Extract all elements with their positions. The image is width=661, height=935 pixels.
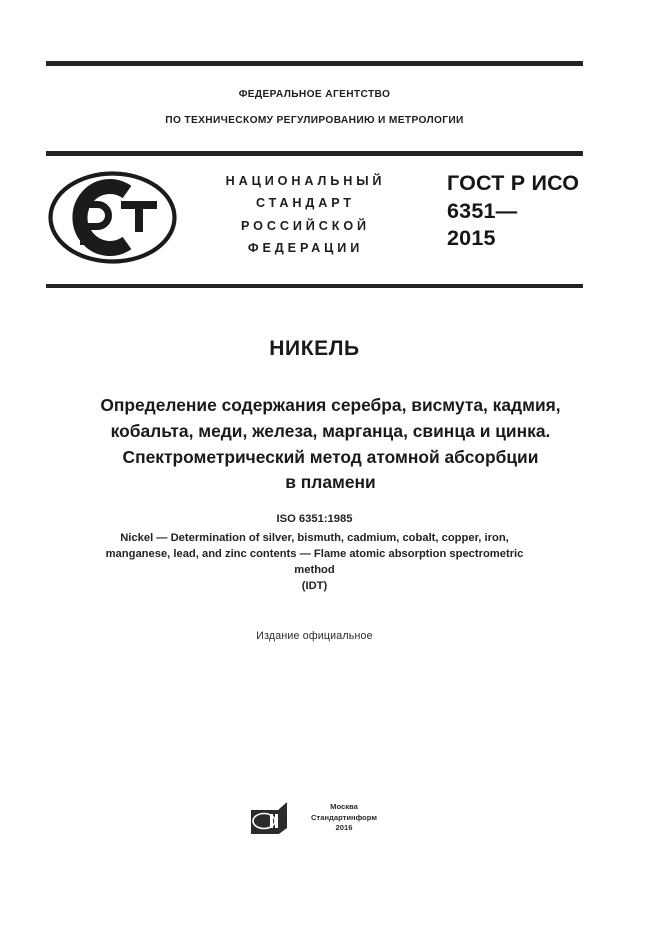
standard-designation-line1: ГОСТ Р ИСО [447, 171, 580, 195]
document-subtitle-line1: Определение содержания серебра, висмута, кадмия, [100, 395, 561, 415]
national-standard-line1: НАЦИОНАЛЬНЫЙ [225, 174, 386, 188]
agency-name-line1: ФЕДЕРАЛЬНОЕ АГЕНТСТВО [238, 89, 391, 100]
iso-equivalence-degree: (IDT) [301, 579, 328, 592]
iso-english-title-line3: method [294, 564, 335, 577]
iso-reference-block [46, 513, 583, 592]
iso-english-title-line1: Nickel — Determination of silver, bismuth, cadmium, cobalt, copper, iron, [120, 532, 509, 544]
iso-english-title-line2: manganese, lead, and zinc contents — Flame atomic absorption spectrometric [105, 548, 524, 561]
standard-designation-line3: 2015 [447, 226, 496, 250]
official-edition-note: Издание официальное [256, 630, 373, 642]
divider-top [46, 61, 583, 66]
publisher-city: Москва [330, 802, 358, 811]
national-standard-line4: ФЕДЕРАЦИИ [247, 240, 364, 255]
document-subtitle-line3: Спектрометрический метод атомной абсорбции [122, 446, 539, 467]
publisher-imprint [243, 799, 393, 845]
standard-designation [447, 170, 607, 253]
national-standard-line3: РОССИЙСКОЙ [241, 218, 370, 233]
document-subtitle-line4: в пламени [285, 472, 376, 493]
iso-english-title [46, 530, 583, 579]
publisher-year: 2016 [335, 823, 353, 833]
agency-name-line2: ПО ТЕХНИЧЕСКОМУ РЕГУЛИРОВАНИЮ И МЕТРОЛОГИИ [165, 115, 464, 126]
publisher-text [295, 802, 393, 834]
national-standard-line2: СТАНДАРТ [255, 196, 356, 211]
rst-emblem-icon [47, 168, 178, 267]
divider-bottom [46, 284, 583, 288]
document-subtitle-line2: кобальта, меди, железа, марганца, свинца и цинка. [110, 420, 551, 441]
document-subtitle [33, 393, 628, 496]
publisher-name: Стандартинформ [311, 812, 377, 822]
standartinform-emblem-icon [249, 801, 291, 839]
standard-designation-line2: 6351— [447, 198, 518, 223]
divider-middle [46, 151, 583, 156]
page-title: НИКЕЛЬ [269, 337, 360, 360]
iso-standard-number: ISO 6351:1985 [276, 513, 353, 525]
national-standard-label [196, 170, 415, 259]
